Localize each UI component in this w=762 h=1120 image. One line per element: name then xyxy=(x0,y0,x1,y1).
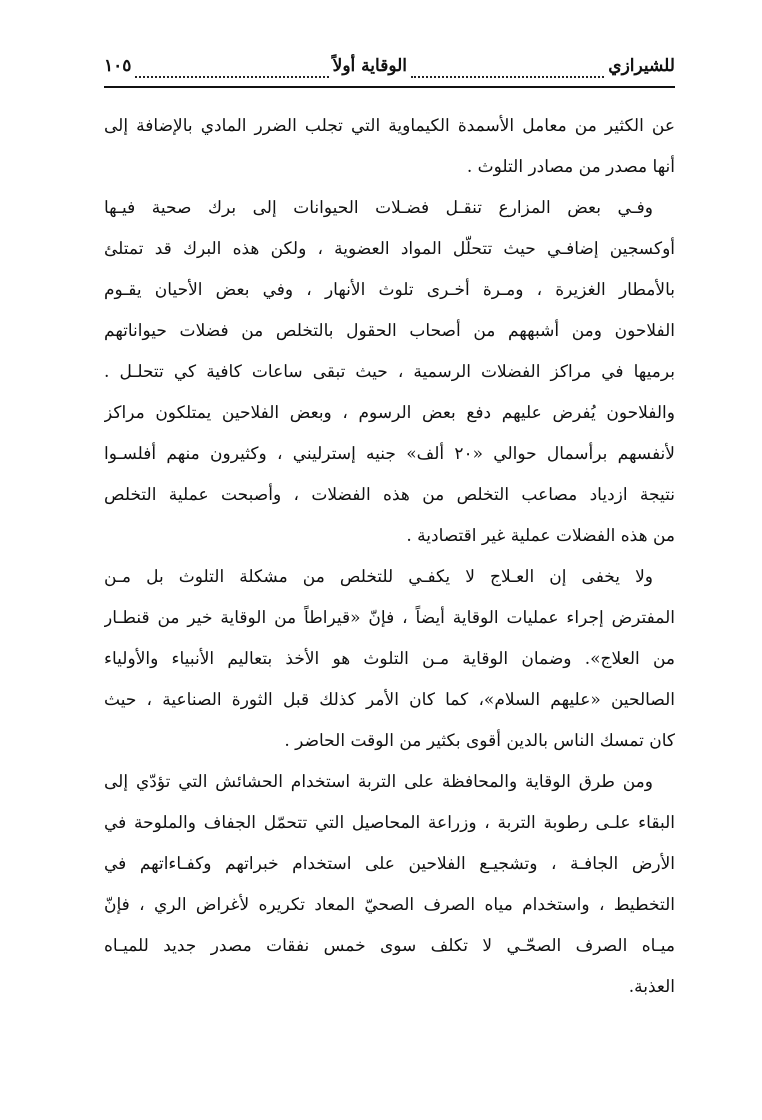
text-line: ومن طرق الوقاية والمحافظة على التربة استخدام الحشائش التي تؤدّي إلى xyxy=(104,772,653,792)
running-header xyxy=(104,48,675,84)
text-line: برميها في مراكز الفضلات الرسمية ، حيث تبقى ساعات كافية كي تتحلـل . xyxy=(104,362,675,382)
text-line: كان تمسك الناس بالدين أقوى بكثير من الوقت الحاضر . xyxy=(284,731,675,751)
text-line: البقاء علـى رطوبة التربة ، وزراعة المحاصيل التي تتحمّل الجفاف والملوحة في xyxy=(104,813,675,833)
text-line: ميـاه الصرف الصحّـي لا تكلف سوى خمس نفقات مصدر جديد للميـاه xyxy=(104,936,675,956)
leader-dots xyxy=(135,62,328,78)
text-line: بالأمطار الغزيرة ، ومـرة أخـرى تلوث الأنهار ، وفي بعض الأحيان يقـوم xyxy=(104,280,675,300)
text-line: الفلاحون ومن أشبههم من أصحاب الحقول بالتخلص من فضلات حيواناتهم xyxy=(104,321,675,341)
text-line: ولا يخفى إن العـلاج لا يكفـي للتخلص من مشكلة التلوث بل مـن xyxy=(104,567,653,587)
body-text xyxy=(104,106,675,1008)
text-line: نتيجة ازدياد مصاعب التخلص من هذه الفضلات ، وأصبحت عملية التخلص xyxy=(104,485,675,505)
paragraph xyxy=(104,762,675,1008)
leader-dots xyxy=(411,62,604,78)
text-line: الأرض الجافـة ، وتشجيـع الفلاحين على استخدام خبراتهم وكفـاءاتهم في xyxy=(104,854,675,874)
text-line: أوكسجين إضافـي حيث تتحلّل المواد العضوية ، ولكن هذه البرك قد تمتلئ xyxy=(104,239,675,259)
text-line: الصالحين «عليهم السلام»، كما كان الأمر كذلك قبل الثورة الصناعية ، حيث xyxy=(104,690,675,710)
page-number: ١٠٥ xyxy=(104,56,132,76)
book-title: للشيرازي xyxy=(608,56,675,76)
text-line: من هذه الفضلات عملية غير اقتصادية . xyxy=(406,526,675,546)
text-line: لأنفسهم برأسمال حوالي «٢٠ ألف» جنيه إسترليني ، وكثيرون منهم أفلسـوا xyxy=(104,444,675,464)
text-line: من العلاج». وضمان الوقاية مـن التلوث هو الأخذ بتعاليم الأنبياء والأولياء xyxy=(104,649,675,669)
text-line: التخطيط ، واستخدام مياه الصرف الصحيّ المعاد تكريره لأغراض الري ، فإنّ xyxy=(104,895,675,915)
text-line: عن الكثير من معامل الأسمدة الكيماوية التي تجلب الضرر المادي بالإضافة إلى xyxy=(104,116,675,136)
paragraph xyxy=(104,106,675,188)
text-line: المفترض إجراء عمليات الوقاية أيضاً ، فإنّ «قيراطاً من الوقاية خير من قنطـار xyxy=(104,608,675,628)
chapter-title: الوقاية أولاً xyxy=(332,56,408,76)
text-line: العذبة. xyxy=(628,977,675,997)
text-line: والفلاحون يُفرض عليهم دفع بعض الرسوم ، وبعض الفلاحين يمتلكون مراكز xyxy=(104,403,675,423)
paragraph xyxy=(104,188,675,557)
header-rule xyxy=(104,86,675,88)
text-line: أنها مصدر من مصادر التلوث . xyxy=(466,157,675,177)
paragraph xyxy=(104,557,675,762)
text-line: وفـي بعض المزارع تنقـل فضـلات الحيوانات إلى برك صحية فيـها xyxy=(104,198,653,218)
